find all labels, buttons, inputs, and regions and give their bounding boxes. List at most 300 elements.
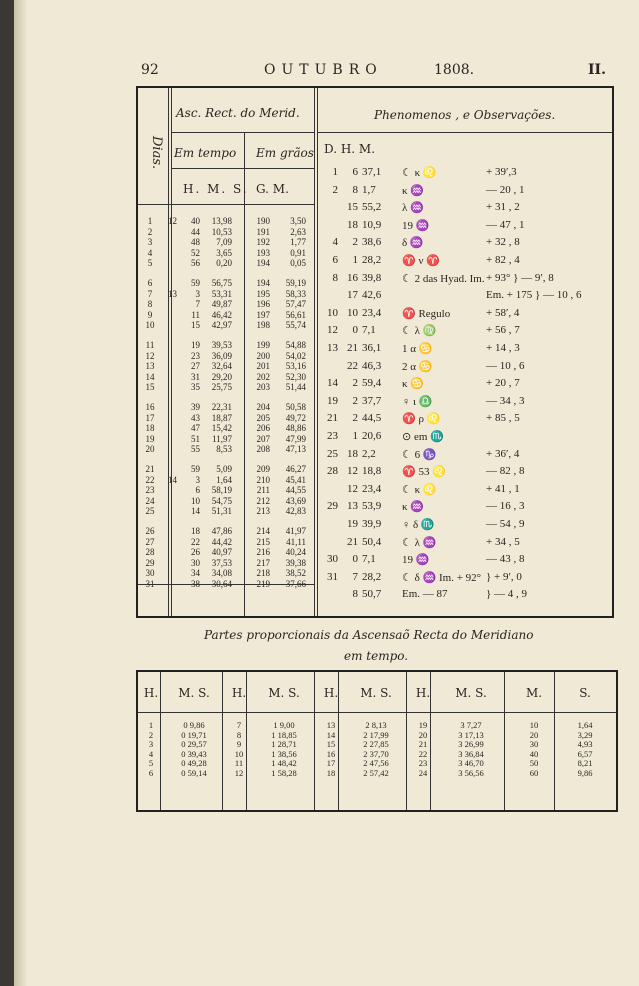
- cell-s: 13,98: [211, 216, 232, 226]
- phen-e: κ ♋: [402, 378, 424, 391]
- phen-d: 29: [327, 500, 338, 513]
- phenomenon-row: [324, 465, 606, 482]
- cell-d: 3: [147, 237, 153, 247]
- phenomenon-row: [324, 483, 606, 500]
- cell-gm: 44,55: [285, 485, 306, 495]
- phen-d: 14: [327, 377, 338, 390]
- cell-d: 22: [145, 474, 155, 485]
- cell-m: 59: [191, 278, 200, 288]
- cell-d: 21: [145, 464, 155, 474]
- table-row: [138, 289, 318, 300]
- table-row: [138, 506, 318, 517]
- cell-m: 40: [191, 216, 200, 226]
- lower-header: M. S.: [178, 686, 210, 700]
- phen-h: 0: [352, 553, 358, 566]
- cell-gm: 47,99: [285, 433, 306, 444]
- phenomenon-row: [324, 377, 606, 394]
- phen-e: ☾ 6 ♑: [402, 448, 437, 461]
- lower-cell: 2 17,99: [363, 729, 389, 740]
- lower-column: [436, 721, 506, 778]
- lower-cell: 2 37,70: [363, 748, 389, 759]
- phenomenon-row: [324, 289, 606, 306]
- cell-g: 219: [256, 578, 270, 589]
- cell-d: 20: [145, 444, 155, 454]
- cell-m: 10: [191, 495, 200, 506]
- phen-h: 18: [347, 447, 358, 460]
- phen-h: 22: [347, 359, 358, 372]
- lower-cell: 2 57,42: [363, 767, 389, 778]
- lower-cell: 6: [148, 767, 154, 778]
- phen-v: + 58′, 4: [486, 306, 520, 319]
- phen-m: 20,6: [362, 430, 382, 442]
- cell-m: 11: [191, 309, 200, 320]
- cell-gm: 50,58: [285, 402, 306, 412]
- phen-e: ⊙ em ♏: [402, 431, 444, 443]
- lower-column: [510, 721, 558, 778]
- table-row: [138, 568, 318, 579]
- phen-h: 15: [347, 201, 358, 214]
- cell-m: 55: [191, 444, 200, 454]
- lower-cell: 2 8,13: [365, 720, 387, 730]
- book-page: [14, 0, 639, 986]
- phen-m: 23,4: [362, 482, 382, 495]
- cell-g: 201: [256, 361, 270, 371]
- lower-header: M. S.: [455, 686, 487, 700]
- cell-d: 5: [147, 258, 153, 268]
- dhm-label: D. H. M.: [324, 142, 376, 156]
- phen-d: 2: [332, 183, 338, 196]
- cell-s: 5,09: [216, 464, 232, 474]
- phen-v: + 14 , 3: [486, 342, 520, 354]
- cell-g: 210: [256, 474, 270, 485]
- phen-e: ☾ κ ♌: [402, 483, 437, 496]
- lower-column: [560, 721, 610, 778]
- cell-g: 205: [256, 412, 270, 423]
- phen-m: 7,1: [362, 324, 376, 337]
- cell-g: 200: [256, 350, 270, 361]
- phen-d: 1: [332, 166, 338, 178]
- lower-cell: 40: [529, 748, 539, 759]
- em-graos-label: Em grãos: [256, 146, 314, 160]
- phen-m: 10,9: [362, 218, 382, 231]
- cell-m: 43: [191, 412, 200, 423]
- lower-cell: 3,29: [577, 729, 593, 740]
- phen-m: 50,4: [362, 535, 382, 548]
- cell-m: 35: [191, 382, 200, 392]
- cell-m: 59: [191, 464, 200, 474]
- cell-m: 14: [191, 506, 200, 516]
- lower-cell: 1 9,00: [273, 720, 295, 730]
- cell-d: 16: [145, 402, 155, 412]
- cell-m: 3: [195, 288, 200, 299]
- phen-e: ♈ Regulo: [402, 307, 451, 320]
- phen-v: — 34 , 3: [486, 394, 525, 407]
- lower-column: [228, 721, 250, 778]
- cell-gm: 48,86: [285, 423, 306, 433]
- lower-cell: 0 39,43: [181, 748, 207, 759]
- phen-e: ♈ ν ♈: [402, 255, 440, 267]
- lower-cell: 21: [418, 739, 428, 749]
- cell-m: 30: [191, 557, 200, 568]
- cell-d: 1: [147, 216, 153, 226]
- phen-d: 6: [332, 254, 338, 266]
- cell-m: 47: [191, 423, 200, 433]
- cell-m: 26: [191, 547, 200, 557]
- cell-m: 52: [191, 247, 200, 258]
- phen-e: δ ♒: [402, 237, 424, 250]
- phen-d: 23: [327, 430, 338, 442]
- lower-header: H.: [415, 686, 431, 700]
- phen-e: 1 α ♋: [402, 343, 433, 355]
- phen-e: κ ♒: [402, 184, 424, 197]
- phen-v: + 34 , 5: [486, 535, 520, 548]
- cell-s: 34,08: [211, 568, 232, 578]
- cell-gm: 38,52: [285, 568, 306, 578]
- page-gutter-shadow: [14, 0, 28, 986]
- cell-m: 31: [191, 371, 200, 382]
- cell-gm: 57,47: [285, 299, 306, 309]
- cell-m: 19: [191, 340, 200, 350]
- cell-s: 56,75: [211, 278, 232, 288]
- lower-header: M.: [525, 686, 543, 700]
- asc-header: Asc. Rect. do Merid.: [176, 106, 300, 120]
- phenomenon-row: [324, 184, 606, 201]
- phen-m: 28,2: [362, 254, 382, 266]
- phenomenon-row: [324, 236, 606, 253]
- cell-g: 194: [256, 258, 270, 268]
- day-group: [138, 402, 318, 455]
- lower-cell: 4,93: [577, 739, 593, 749]
- phenomenon-row: [324, 166, 606, 183]
- cell-s: 51,31: [211, 506, 232, 516]
- table-row: [138, 351, 318, 362]
- phen-h: 2: [352, 236, 358, 249]
- table-row: [138, 382, 318, 393]
- lower-cell: 2 47,56: [363, 758, 389, 768]
- month-title: OUTUBRO: [264, 62, 383, 78]
- phen-h: 8: [352, 183, 358, 196]
- cell-m: 51: [191, 433, 200, 444]
- lower-cell: 0 19,71: [181, 729, 207, 740]
- phenomenon-row: [324, 553, 606, 570]
- cell-m: 3: [195, 474, 200, 485]
- table-row: [138, 372, 318, 383]
- cell-g: 197: [256, 309, 270, 320]
- phen-h: 1: [352, 430, 358, 442]
- cell-m: 27: [191, 361, 200, 371]
- cell-s: 58,19: [211, 485, 232, 495]
- cell-s: 53,31: [211, 288, 232, 299]
- cell-g: 194: [256, 278, 270, 288]
- table-row: [138, 258, 318, 269]
- cell-s: 10,53: [211, 226, 232, 237]
- cell-d: 23: [145, 485, 155, 495]
- phenomenon-row: [324, 395, 606, 412]
- table-row: [138, 320, 318, 331]
- phen-m: 55,2: [362, 201, 382, 214]
- phen-m: 59,4: [362, 377, 382, 390]
- cell-d: 29: [145, 557, 155, 568]
- lower-header: H.: [231, 686, 247, 700]
- table-row: [138, 496, 318, 507]
- cell-d: 12: [145, 350, 155, 361]
- cell-g: 193: [256, 247, 270, 258]
- phen-v: + 20 , 7: [486, 377, 520, 390]
- cell-gm: 0,05: [290, 258, 306, 268]
- lower-cell: 3 7,27: [460, 720, 482, 730]
- cell-s: 8,53: [216, 444, 232, 454]
- phen-v: — 43 , 8: [486, 553, 525, 566]
- phen-h: 21: [347, 535, 358, 548]
- phen-m: 2,2: [362, 447, 376, 460]
- day-group: [138, 526, 318, 589]
- day-group: [138, 340, 318, 393]
- lower-cell: 7: [236, 720, 242, 730]
- phen-m: 37,7: [362, 394, 382, 407]
- lower-cell: 13: [326, 720, 336, 730]
- phen-h: 16: [347, 271, 358, 284]
- rule-body-top: [138, 204, 314, 205]
- phen-m: 36,1: [362, 342, 382, 354]
- cell-g: 212: [256, 495, 270, 506]
- day-group: [138, 216, 318, 269]
- phenomena-header: Phenomenos , e Observações.: [374, 108, 556, 122]
- table-row: [138, 361, 318, 372]
- phen-h: 18: [347, 218, 358, 231]
- lower-cell: 16: [326, 748, 336, 759]
- cell-gm: 37,66: [285, 578, 306, 589]
- lower-cell: 15: [326, 739, 336, 749]
- phen-v: + 31 , 2: [486, 201, 520, 214]
- phen-d: 21: [327, 412, 338, 425]
- cell-g: 214: [256, 526, 270, 536]
- phen-e: Em. — 87: [402, 588, 448, 601]
- rule-lower-head: [138, 712, 616, 713]
- year: 1808.: [434, 62, 475, 78]
- table-row: [138, 248, 318, 259]
- lower-cell: 2: [148, 729, 154, 740]
- lower-cell: 11: [234, 758, 244, 768]
- lower-cell: 9: [236, 739, 242, 749]
- cell-m: 15: [191, 320, 200, 330]
- phen-v: — 16 , 3: [486, 500, 525, 513]
- cell-g: 192: [256, 237, 270, 247]
- phen-h: 0: [352, 324, 358, 337]
- cell-s: 40,97: [211, 547, 232, 557]
- table-row: [138, 278, 318, 289]
- cell-s: 18,87: [211, 412, 232, 423]
- phen-m: 39,8: [362, 271, 382, 284]
- phenomenon-row: [324, 518, 606, 535]
- cell-m: 6: [195, 485, 200, 495]
- lower-cell: 60: [529, 767, 539, 778]
- proportional-parts-table: [136, 670, 618, 812]
- phen-m: 23,4: [362, 306, 382, 319]
- lower-cell: 18: [326, 767, 336, 778]
- table-row: [138, 227, 318, 238]
- cell-g: 213: [256, 506, 270, 516]
- cell-s: 3,65: [216, 247, 232, 258]
- phen-e: 19 ♒: [402, 219, 430, 232]
- lower-column: [164, 721, 224, 778]
- sheet-mark: II.: [588, 62, 606, 78]
- cell-s: 44,42: [211, 536, 232, 547]
- lower-cell: 3 46,70: [458, 758, 484, 768]
- table-row: [138, 444, 318, 455]
- phen-h: 13: [347, 500, 358, 513]
- cell-gm: 41,11: [286, 536, 306, 547]
- cell-m: 48: [191, 237, 200, 247]
- cell-s: 11,97: [212, 433, 232, 444]
- cell-h: 14: [168, 474, 177, 485]
- cell-g: 211: [256, 485, 270, 495]
- cell-gm: 53,16: [285, 361, 306, 371]
- lower-cell: 0 59,14: [181, 767, 207, 778]
- cell-d: 13: [145, 361, 155, 371]
- phen-e: ☾ κ ♌: [402, 167, 437, 179]
- gm-label: G. M.: [256, 182, 289, 196]
- cell-gm: 51,44: [285, 382, 306, 392]
- lower-cell: 10: [529, 720, 539, 730]
- lower-header: H.: [143, 686, 159, 700]
- lower-header: M. S.: [268, 686, 300, 700]
- lower-cell: 1 18,85: [271, 729, 297, 740]
- cell-s: 32,64: [211, 361, 232, 371]
- cell-gm: 54,88: [285, 340, 306, 350]
- phen-h: 12: [347, 465, 358, 478]
- table-row: [138, 413, 318, 424]
- phen-m: 39,9: [362, 518, 382, 530]
- lower-cell: 1 48,42: [271, 758, 297, 768]
- lower-cell: 1: [148, 720, 154, 730]
- cell-s: 22,31: [211, 402, 232, 412]
- cell-gm: 59,19: [285, 278, 306, 288]
- lower-cell: 0 49,28: [181, 758, 207, 768]
- cell-s: 0,20: [216, 258, 232, 268]
- phen-e: ☾ 2 das Hyad. Im.: [402, 272, 485, 285]
- day-group: [138, 278, 318, 331]
- cell-g: 199: [256, 340, 270, 350]
- phenomenon-row: [324, 201, 606, 218]
- rule-tempo-sub: [171, 168, 314, 169]
- hms-label: H. M. S.: [183, 182, 249, 196]
- cell-d: 8: [147, 299, 153, 309]
- cell-g: 216: [256, 547, 270, 557]
- cell-d: 18: [145, 423, 155, 433]
- cell-gm: 39,38: [285, 557, 306, 568]
- lower-header: H.: [323, 686, 339, 700]
- phen-d: 13: [327, 342, 338, 354]
- cell-d: 4: [147, 247, 153, 258]
- lower-cell: 24: [418, 767, 428, 778]
- cell-d: 14: [145, 371, 155, 382]
- cell-gm: 45,41: [285, 474, 306, 485]
- cell-m: 39: [191, 402, 200, 412]
- ephemeris-table: [136, 86, 614, 618]
- table-row: [138, 579, 318, 590]
- cell-s: 25,75: [211, 382, 232, 392]
- lower-cell: 8,21: [577, 758, 593, 768]
- phenomenon-row: [324, 219, 606, 236]
- phen-h: 2: [352, 377, 358, 390]
- phen-v: + 82 , 4: [486, 254, 520, 266]
- table-row: [138, 310, 318, 321]
- caption-line-1: Partes proporcionais da Ascensaõ Recta do Meridiano: [204, 628, 534, 642]
- cell-m: 22: [191, 536, 200, 547]
- cell-g: 206: [256, 423, 270, 433]
- phen-m: 37,1: [362, 166, 382, 178]
- lower-cell: 50: [529, 758, 539, 768]
- phen-m: 1,7: [362, 183, 376, 196]
- phenomenon-row: [324, 412, 606, 429]
- lower-column: [320, 721, 342, 778]
- cell-gm: 55,74: [285, 320, 306, 330]
- lower-cell: 20: [529, 729, 539, 740]
- cell-d: 6: [147, 278, 153, 288]
- cell-s: 37,53: [211, 557, 232, 568]
- cell-gm: 54,02: [285, 350, 306, 361]
- cell-d: 2: [147, 226, 153, 237]
- phen-m: 28,2: [362, 570, 382, 583]
- cell-gm: 3,50: [290, 216, 306, 226]
- phen-e: ☾ λ ♒: [402, 536, 437, 549]
- table-row: [138, 216, 318, 227]
- lower-column: [412, 721, 434, 778]
- cell-h: 13: [168, 288, 177, 299]
- cell-gm: 47,13: [285, 444, 306, 454]
- table-row: [138, 340, 318, 351]
- lower-header: M. S.: [360, 686, 392, 700]
- cell-m: 23: [191, 350, 200, 361]
- cell-d: 24: [145, 495, 155, 506]
- phen-h: 7: [352, 570, 358, 583]
- cell-m: 44: [191, 226, 200, 237]
- cell-d: 17: [145, 412, 155, 423]
- phen-v: + 36′, 4: [486, 447, 520, 460]
- cell-g: 198: [256, 320, 270, 330]
- phen-h: 8: [352, 588, 358, 601]
- lower-cell: 14: [326, 729, 336, 740]
- phen-v: + 56 , 7: [486, 324, 520, 337]
- phen-v: — 47 , 1: [486, 218, 525, 231]
- cell-m: 34: [191, 568, 200, 578]
- cell-s: 29,20: [211, 371, 232, 382]
- phen-e: ♀ δ ♏: [402, 519, 435, 531]
- lower-cell: 8: [236, 729, 242, 740]
- table-row: [138, 423, 318, 434]
- running-head: [14, 58, 639, 82]
- lower-cell: 9,86: [577, 767, 593, 778]
- lower-column: [344, 721, 408, 778]
- phen-m: 50,7: [362, 588, 382, 601]
- phen-v: — 20 , 1: [486, 183, 525, 196]
- phen-v: — 10 , 6: [486, 359, 525, 372]
- cell-d: 9: [147, 309, 153, 320]
- phen-e: κ ♒: [402, 501, 424, 514]
- phenomenon-row: [324, 254, 606, 271]
- phen-m: 7,1: [362, 553, 376, 566]
- phen-h: 21: [347, 342, 358, 354]
- lower-cell: 1,64: [577, 720, 593, 730]
- lower-column: [140, 721, 162, 778]
- phenomenon-row: [324, 430, 606, 447]
- phen-d: 31: [327, 570, 338, 583]
- lower-cell: 22: [418, 748, 428, 759]
- cell-g: 190: [256, 216, 270, 226]
- lower-cell: 4: [148, 748, 154, 759]
- phen-v: + 93° } — 9′, 8: [486, 271, 554, 284]
- phen-m: 44,5: [362, 412, 382, 425]
